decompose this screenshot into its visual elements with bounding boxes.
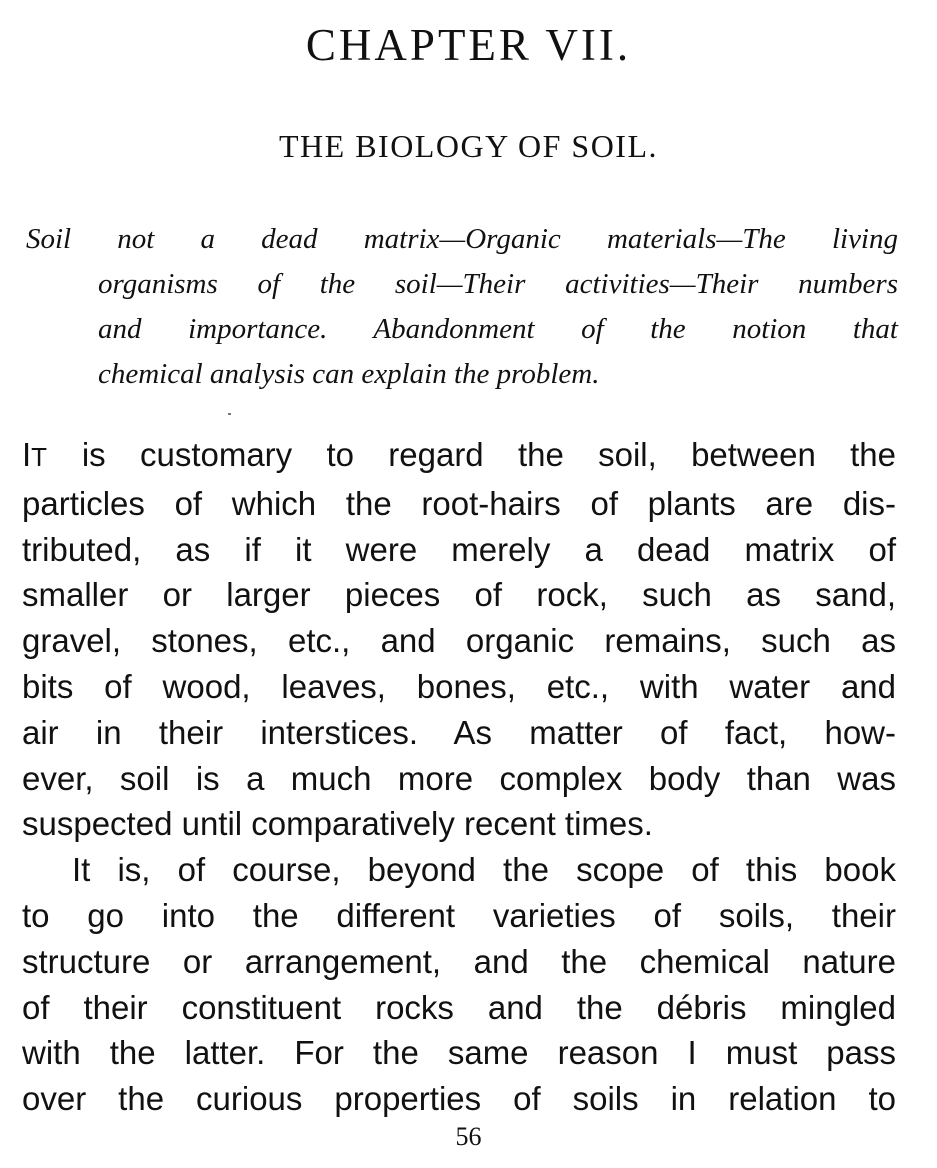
paragraph-1-line: suspected until comparatively recent times. (22, 805, 653, 843)
small-capital: T (31, 442, 48, 472)
synopsis-line: chemical analysis can explain the problem. (98, 358, 600, 390)
chapter-title: THE BIOLOGY OF SOIL. (278, 128, 658, 164)
paragraph-1-line: bits of wood, leaves, bones, etc., with water and (22, 667, 896, 705)
paragraph-2-line: of their constituent rocks and the débris mingled (22, 988, 896, 1026)
page-number: 56 (455, 1122, 482, 1151)
paragraph-2-line: structure or arrangement, and the chemical nature (22, 942, 896, 980)
paragraph-1-line: smaller or larger pieces of rock, such as sand, (22, 576, 896, 614)
paragraph-1-first-line (22, 432, 896, 481)
paragraph-1-line: particles of which the root-hairs of plants are dis- (22, 484, 896, 522)
synopsis-line: organisms of the soil—Their activities—Their numbers (98, 268, 898, 300)
paragraph-1-line: air in their interstices. As matter of fact, how- (22, 713, 896, 751)
paragraph-1-line: ever, soil is a much more complex body than was (22, 759, 896, 797)
paragraph-2-line: It is, of course, beyond the scope of this book (72, 851, 896, 889)
paragraph-1-line: tributed, as if it were merely a dead matrix of (22, 530, 896, 568)
chapter-synopsis (26, 217, 898, 397)
synopsis-line: and importance. Abandonment of the notion that (98, 313, 898, 345)
chapter-heading: CHAPTER VII. (305, 20, 632, 70)
separator-mark (228, 413, 231, 415)
drop-capital: I (22, 436, 32, 473)
paragraph-2-line: with the latter. For the same reason I must pass (22, 1034, 896, 1072)
paragraph-2-line: over the curious properties of soils in relation to (22, 1080, 896, 1118)
synopsis-line: Soil not a dead matrix—Organic materials—The living (26, 223, 898, 255)
paragraph-1-line: gravel, stones, etc., and organic remains, such as (22, 622, 896, 660)
paragraph-2-line: to go into the different varieties of soils, their (22, 896, 896, 934)
body-text (22, 432, 896, 1122)
first-line-text: is customary to regard the soil, between the (47, 436, 896, 473)
